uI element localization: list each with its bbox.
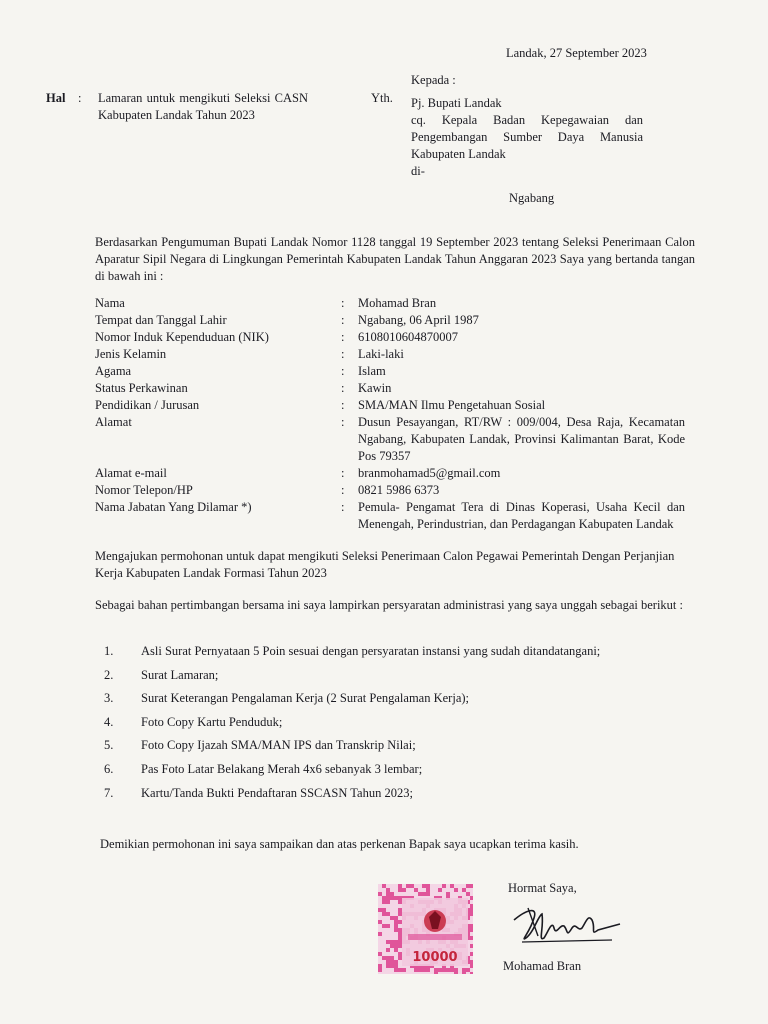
- field-label: Jenis Kelamin: [95, 347, 167, 361]
- list-item-text: Kartu/Tanda Bukti Pendaftaran SSCASN Tahun 2023;: [141, 785, 413, 800]
- field-row: [95, 397, 685, 414]
- field-value: Pemula- Pengamat Tera di Dinas Koperasi, Usaha Kecil dan Menengah, Perindustrian, dan Perdagangan Kabupaten Landak: [358, 500, 685, 531]
- recipient-line1: Pj. Bupati Landak: [411, 96, 502, 110]
- letter-date: Landak, 27 September 2023: [506, 46, 647, 60]
- list-item: [95, 667, 695, 691]
- field-label: Nama: [95, 296, 125, 310]
- list-item: [95, 785, 695, 809]
- recipient-city: Ngabang: [509, 191, 555, 205]
- list-item-text: Surat Lamaran;: [141, 667, 219, 682]
- field-row: [95, 363, 685, 380]
- applicant-data-table: [95, 295, 685, 533]
- yth-label: Yth.: [371, 91, 393, 105]
- field-label: Status Perkawinan: [95, 381, 188, 395]
- field-colon: :: [341, 483, 345, 497]
- field-value: Dusun Pesayangan, RT/RW : 009/004, Desa Raja, Kecamatan Ngabang, Kabupaten Landak, Provinsi Kalimantan Barat, Kode Pos 79357: [358, 415, 685, 463]
- list-item-text: Foto Copy Kartu Penduduk;: [141, 714, 283, 729]
- field-colon: :: [341, 415, 345, 429]
- field-colon: :: [341, 398, 345, 412]
- list-item-number: 5.: [104, 738, 114, 753]
- list-item-text: Pas Foto Latar Belakang Merah 4x6 sebanyak 3 lembar;: [141, 761, 423, 776]
- field-value: SMA/MAN Ilmu Pengetahuan Sosial: [358, 398, 546, 412]
- field-value: 0821 5986 6373: [358, 483, 440, 497]
- list-item-number: 1.: [104, 644, 114, 658]
- list-item: [95, 737, 695, 761]
- subject-label: Hal: [46, 91, 66, 105]
- recipient-kepada: Kepada :: [411, 73, 456, 87]
- recipient-line2: cq. Kepala Badan Kepegawaian dan Pengembangan Sumber Daya Manusia Kabupaten Landak: [411, 113, 643, 161]
- field-label: Tempat dan Tanggal Lahir: [95, 313, 227, 327]
- list-item: [95, 643, 695, 667]
- field-label: Nomor Telepon/HP: [95, 483, 193, 497]
- field-colon: :: [341, 381, 345, 395]
- attachments-intro: Sebagai bahan pertimbangan bersama ini saya lampirkan persyaratan administrasi yang saya unggah sebagai berikut :: [95, 598, 683, 612]
- field-value: Islam: [358, 364, 386, 378]
- attachments-list: [95, 643, 695, 808]
- subject-colon: :: [78, 91, 82, 105]
- field-colon: :: [341, 296, 345, 310]
- field-row: [95, 465, 685, 482]
- subject-text: Lamaran untuk mengikuti Seleksi CASN Kabupaten Landak Tahun 2023: [98, 91, 308, 122]
- field-label: Nomor Induk Kependuduan (NIK): [95, 330, 269, 344]
- list-item: [95, 714, 695, 738]
- field-row: [95, 380, 685, 397]
- field-row: [95, 499, 685, 533]
- intro-paragraph: Berdasarkan Pengumuman Bupati Landak Nomor 1128 tanggal 19 September 2023 tentang Seleksi Penerimaan Calon Aparatur Sipil Negara di Lingkungan Pemerintah Kabupaten Landak Tahun Anggaran 2023 Saya yang bertanda tangan di bawah ini :: [95, 235, 695, 283]
- field-row: [95, 295, 685, 312]
- field-colon: :: [341, 347, 345, 361]
- field-row: [95, 329, 685, 346]
- field-colon: :: [341, 500, 345, 514]
- list-item-text: Asli Surat Pernyataan 5 Poin sesuai dengan persyaratan instansi yang sudah ditandatangani;: [141, 644, 601, 658]
- recipient-line3: di-: [411, 164, 425, 178]
- list-item: [95, 690, 695, 714]
- field-value: 6108010604870007: [358, 330, 458, 344]
- field-value: Laki-laki: [358, 347, 404, 361]
- field-value: Mohamad Bran: [358, 296, 437, 310]
- field-colon: :: [341, 364, 345, 378]
- meterai-stamp: [378, 884, 473, 974]
- closing-paragraph: Demikian permohonan ini saya sampaikan dan atas perkenan Bapak saya ucapkan terima kasih.: [100, 837, 579, 851]
- list-item-text: Surat Keterangan Pengalaman Kerja (2 Surat Pengalaman Kerja);: [141, 691, 469, 706]
- list-item-text: Foto Copy Ijazah SMA/MAN IPS dan Transkrip Nilai;: [141, 738, 416, 753]
- field-label: Pendidikan / Jurusan: [95, 398, 200, 412]
- field-row: [95, 312, 685, 329]
- field-value: Ngabang, 06 April 1987: [358, 313, 479, 327]
- field-row: [95, 346, 685, 363]
- field-colon: :: [341, 330, 345, 344]
- meterai-stamp-image: [378, 884, 473, 974]
- field-row: [95, 414, 685, 465]
- field-colon: :: [341, 313, 345, 327]
- request-paragraph: Mengajukan permohonan untuk dapat mengikuti Seleksi Penerimaan Calon Pegawai Pemerintah Dengan Perjanjian Kerja Kabupaten Landak Formasi Tahun 2023: [95, 549, 675, 580]
- list-item-number: 3.: [104, 691, 114, 706]
- field-value: branmohamad5@gmail.com: [358, 466, 501, 480]
- list-item-number: 7.: [104, 785, 114, 800]
- list-item-number: 4.: [104, 714, 114, 729]
- list-item-number: 2.: [104, 667, 114, 682]
- field-label: Alamat: [95, 415, 132, 429]
- field-row: [95, 482, 685, 499]
- list-item: [95, 761, 695, 785]
- svg-text:10000: 10000: [412, 950, 458, 965]
- field-label: Alamat e-mail: [95, 466, 167, 480]
- field-value: Kawin: [358, 381, 392, 395]
- list-item-number: 6.: [104, 761, 114, 776]
- handwritten-signature: [508, 898, 628, 954]
- recipient-block: [411, 72, 643, 180]
- field-colon: :: [341, 466, 345, 480]
- field-label: Nama Jabatan Yang Dilamar *): [95, 500, 252, 514]
- regards-text: Hormat Saya,: [508, 881, 577, 895]
- field-label: Agama: [95, 364, 132, 378]
- signer-name: Mohamad Bran: [503, 959, 582, 973]
